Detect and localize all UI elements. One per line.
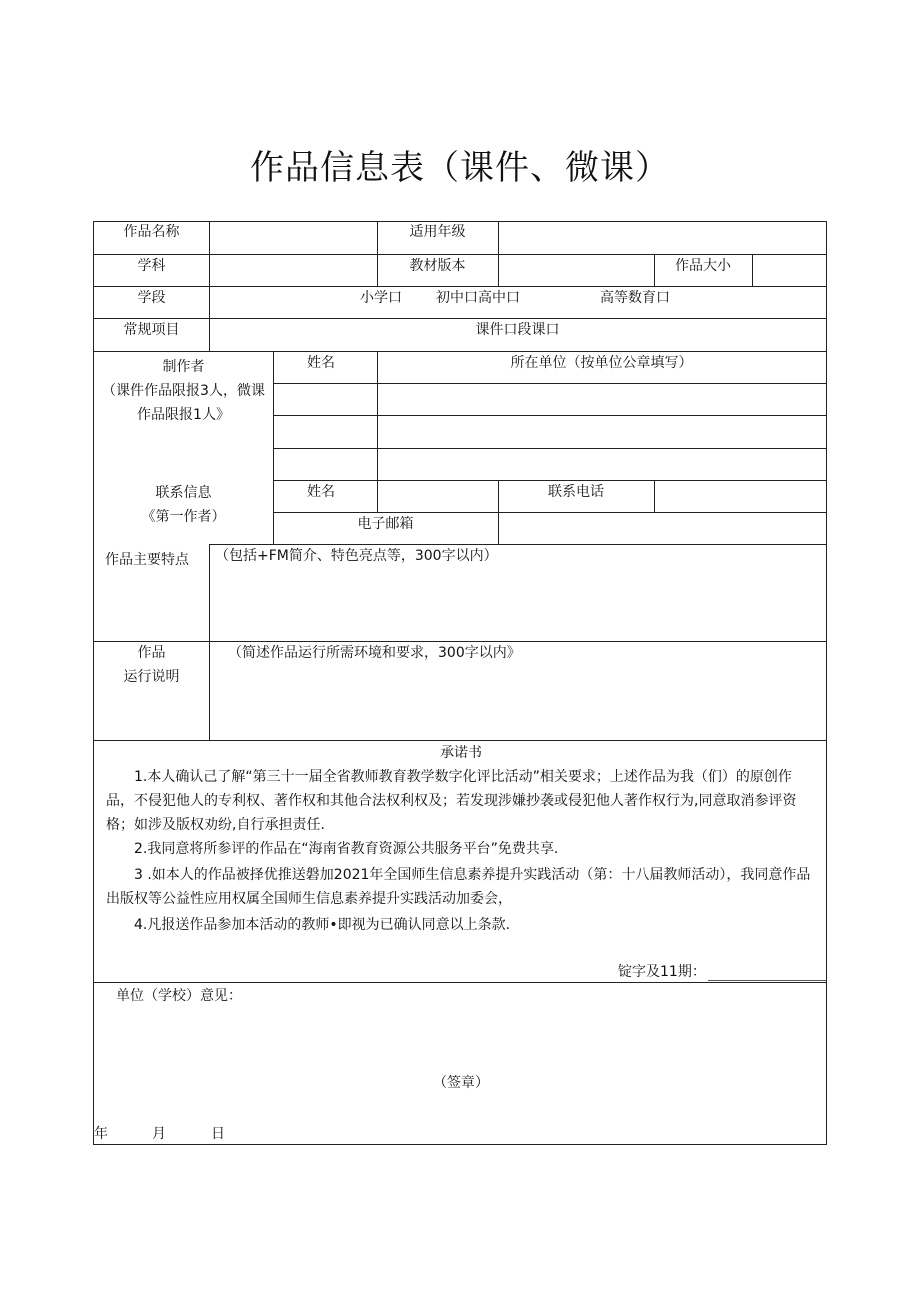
- stage-option-junior-senior[interactable]: 初中口高中口: [436, 290, 520, 306]
- size-label: 作品大小: [675, 258, 731, 274]
- stage-label: 学段: [137, 290, 166, 306]
- runtime-label: 作品: [137, 645, 166, 661]
- info-form-table: [93, 221, 827, 1145]
- signature-date-label: 锭字及11期：: [618, 964, 706, 980]
- seal-label: （签章）: [433, 1075, 489, 1091]
- author-unit-header: 所在单位（按单位公章填写）: [510, 355, 693, 371]
- phone-header: 联系电话: [548, 484, 604, 500]
- author-limit-note: （课件作品限报3人，微课: [102, 383, 265, 399]
- page-title: 作品信息表（课件、微课）: [250, 148, 670, 188]
- pledge-paragraph-2: 2.我同意将所参评的作品在“海南省教育资源公共服务平台”免费共享.: [134, 841, 559, 857]
- pledge-heading: 承诺书: [440, 745, 482, 761]
- contact-note: 《第一作者）: [141, 509, 226, 525]
- runtime-label-2: 运行说明: [123, 669, 180, 685]
- author-name-header: 姓名: [307, 355, 335, 371]
- work-name-label: 作品名称: [123, 224, 180, 240]
- signature-line[interactable]: [708, 980, 826, 981]
- day-label: 日: [211, 1126, 225, 1142]
- email-header: 电子邮箱: [357, 516, 414, 532]
- pledge-paragraph-1: 1.本人确认己了解“第三十一届全省教师教育教学数字化评比活动”相关要求；上述作品为我（们）的原创作品，不侵犯他人的专利权、著作权和其他合法权利权及；若发现涉嫌抄袭或侵犯他人著作权行为,同意取消参评资格；如涉及版权劝纷,自行承担责任.: [106, 769, 797, 833]
- subject-label: 学科: [137, 258, 166, 274]
- grade-label: 适用年级: [409, 224, 466, 240]
- author-limit-note-2: 作品限报1人》: [137, 407, 230, 423]
- runtime-hint: （简述作品运行所需环境和要求，300字以内》: [228, 645, 521, 661]
- month-label: 月: [152, 1126, 166, 1142]
- stage-option-primary[interactable]: 小学口: [360, 290, 402, 306]
- year-label: 年: [94, 1126, 108, 1142]
- contact-name-header: 姓名: [307, 484, 335, 500]
- pledge-paragraph-4: 4.凡报送作品参加本活动的教师•即视为已确认同意以上条款.: [134, 917, 511, 933]
- pledge-paragraph-3: 3 .如本人的作品被择优推送磐加2021年全国师生信息素养提升实践活动（第：十八届教师活动），我同意作品出版权等公益性应用权属全国师生信息素养提升实践活动加委会，: [106, 867, 811, 907]
- features-hint: （包括+FM简介、特色亮点等，300字以内）: [215, 548, 498, 564]
- unit-opinion-label: 单位（学校）意见：: [116, 988, 242, 1004]
- stage-option-higher[interactable]: 高等数育口: [600, 290, 670, 306]
- textbook-label: 教材版本: [409, 258, 466, 274]
- contact-label: 联系信息: [155, 485, 212, 501]
- category-options[interactable]: 课件口段课口: [475, 322, 560, 338]
- category-label: 常规项目: [123, 322, 180, 338]
- author-label: 制作者: [162, 359, 205, 375]
- features-label: 作品主要特点: [105, 552, 189, 568]
